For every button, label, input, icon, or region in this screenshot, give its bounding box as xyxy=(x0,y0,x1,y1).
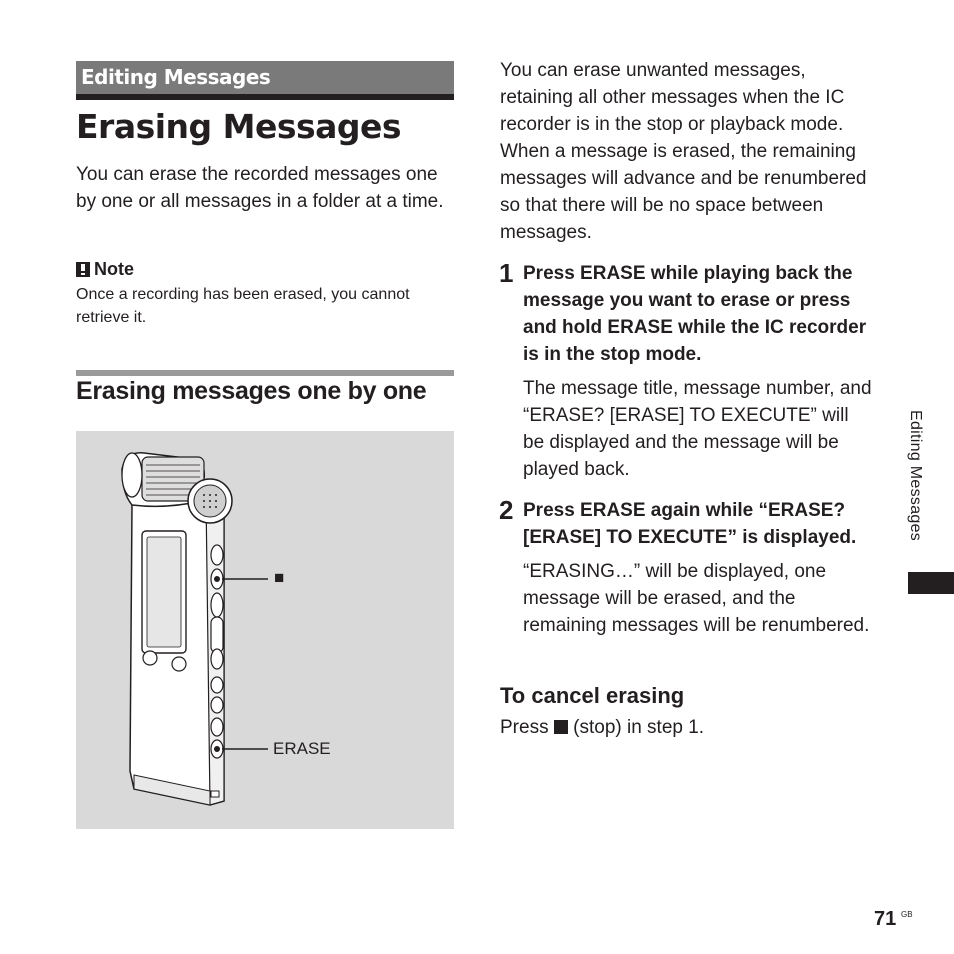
note-icon xyxy=(76,262,90,277)
step-1-body: The message title, message number, and “ERASE? [ERASE] TO EXECUTE” will be displayed and the message will be played back. xyxy=(523,378,872,480)
stop-callout-label: ■ xyxy=(274,568,285,587)
page-suffix: GB xyxy=(901,910,913,919)
note-text: Once a recording has been erased, you cannot retrieve it. xyxy=(76,286,410,326)
side-tab-label: Editing Messages xyxy=(907,410,924,542)
stop-square-icon xyxy=(554,720,568,734)
section-band: Editing Messages xyxy=(76,61,454,94)
step-1-instruction: Press ERASE while playing back the message you want to erase or press and hold ERASE while the IC recorder is in the stop mode. xyxy=(523,263,867,365)
recorder-figure xyxy=(76,431,454,829)
intro-paragraph: You can erase the recorded messages one by one or all messages in a folder at a time. xyxy=(76,164,444,212)
side-tab-marker xyxy=(908,572,954,594)
cancel-post: (stop) in step 1. xyxy=(573,717,705,738)
right-intro-paragraph: You can erase unwanted messages, retaining all other messages when the IC recorder is in the stop or playback mode. When a message is erased, the remaining messages will advance and be renumbered so that there will be no space between messages. xyxy=(500,60,867,243)
cancel-body xyxy=(500,714,704,741)
cancel-pre: Press xyxy=(500,717,549,738)
subhead: Erasing messages one by one xyxy=(76,377,427,405)
step-2-instruction: Press ERASE again while “ERASE? [ERASE] TO EXECUTE” is displayed. xyxy=(523,500,857,548)
ic-recorder-illustration xyxy=(76,431,454,829)
step-2-body: “ERASING…” will be displayed, one message will be erased, and the remaining messages will be renumbered. xyxy=(523,561,870,636)
page-number: 71 xyxy=(874,908,897,930)
erase-callout-label: ERASE xyxy=(273,739,331,758)
note-heading xyxy=(76,257,134,281)
cancel-heading: To cancel erasing xyxy=(500,683,685,708)
section-rule xyxy=(76,94,454,100)
step-1-number: 1 xyxy=(499,258,514,288)
step-2-number: 2 xyxy=(499,495,514,525)
page-title: Erasing Messages xyxy=(76,107,402,146)
note-label: Note xyxy=(94,259,134,279)
